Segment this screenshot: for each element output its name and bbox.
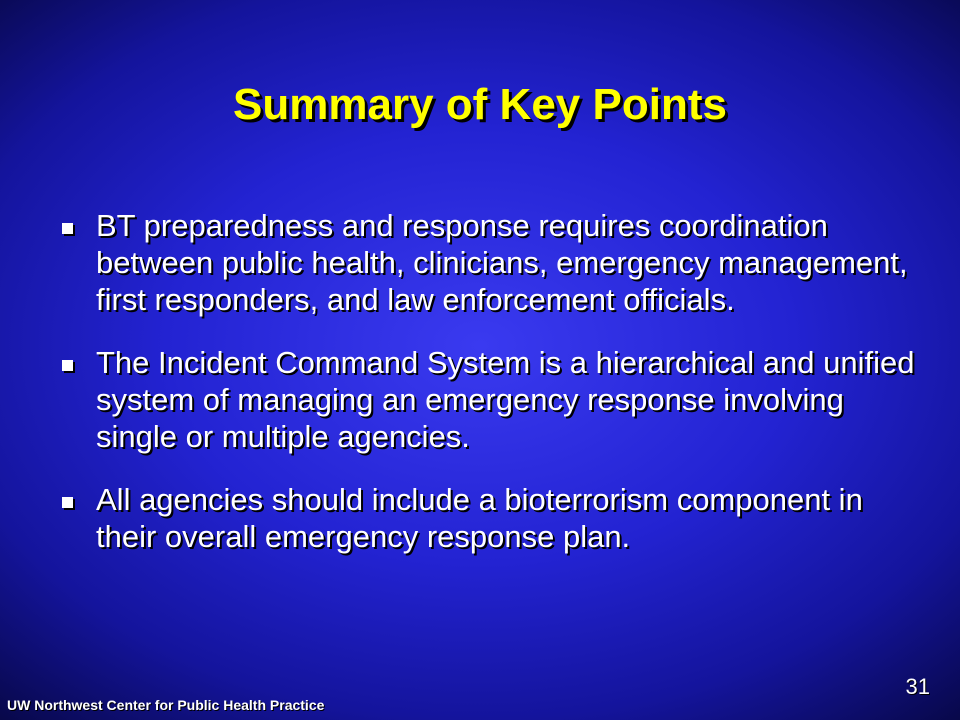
- bullet-list: [60, 207, 920, 581]
- square-bullet-icon: [62, 223, 73, 234]
- bullet-text: All agencies should include a bioterrorism component in their overall emergency response plan.: [96, 482, 863, 554]
- bullet-text: BT preparedness and response requires coordination between public health, clinicians, emergency management, first responders, and law enforcement officials.: [96, 208, 908, 317]
- footer-organization: UW Northwest Center for Public Health Practice: [7, 697, 325, 713]
- bullet-item: [60, 207, 920, 318]
- square-bullet-icon: [62, 497, 73, 508]
- slide-title: Summary of Key Points: [233, 80, 727, 129]
- bullet-item: [60, 481, 920, 555]
- bullet-item: [60, 344, 920, 455]
- bullet-text: The Incident Command System is a hierarchical and unified system of managing an emergency response involving single or multiple agencies.: [96, 345, 915, 454]
- page-number: 31: [905, 674, 930, 699]
- square-bullet-icon: [62, 360, 73, 371]
